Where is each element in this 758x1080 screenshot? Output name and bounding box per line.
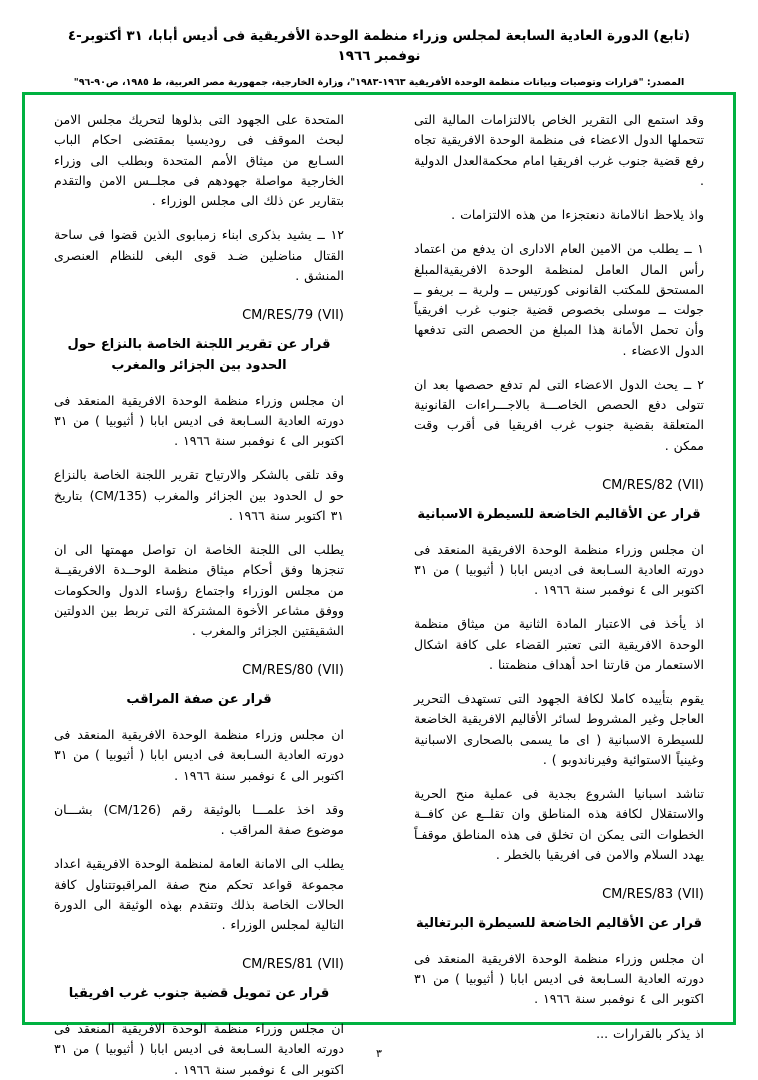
body-paragraph: ان مجلس وزراء منظمة الوحدة الافريقية المنعقد فى دورته العادية السـابعة فى اديس ابابا ( أثيوبيا ) من ٣١ اكتوبر الى ٤ نوفمبر سنة ١٩٦٦ .	[414, 541, 704, 598]
body-paragraph: يطلب الى الامانة العامة لمنظمة الوحدة الافريقية اعداد مجموعة قواعد تحكم منح صفة المراقبوتتناول كافة الحالات الخاصة بذلك وتتقدم بهذه الوثيقة الى الدورة التالية لمجلس الوزراء .	[54, 856, 344, 933]
resolution-title: قرار عن الأقاليم الخاضعة للسيطرة الاسبانية	[417, 506, 701, 522]
body-paragraph: يقوم بتأييده كاملا لكافة الجهود التى تستهدف التحرير العاجل وغير المشروط لسائر الأقاليم الافريقية الخاضعة للسيطرة الاسبانية ( اى ما يسمى بالصحارى الاسبانية وغينياً الاستوائية وفيرناندوبو ) .	[414, 691, 704, 767]
body-paragraph: ٢ ــ يحث الدول الاعضاء التى لم تدفع حصصها بعد ان تتولى دفع الحصص الخاصـــة بالاجـــراءات القانونية المتعلقة بقضية جنوب غرب افريقيا فى أقرب وقت ممكن .	[414, 376, 704, 453]
body-paragraph: وقد تلقى بالشكر والارتياح تقرير اللجنة الخاصة بالنزاع حو ل الحدود بين الجزائر والمغرب (CM/135) بتاريخ ٣١ اكتوبر سنة ١٩٦٦ .	[54, 467, 344, 523]
page-header	[0, 0, 758, 89]
body-paragraph: المتحدة على الجهود التى بذلوها لتحريك مجلس الامن لبحث الموقف فى روديسيا بمقتضى احكام الباب السـابع من ميثاق الأمم المتحدة وبطلب الى وزراء الخارجية مواصلة جهودهم فى مجلــس الامن والتقدم بتقارير عن ذلك الى مجلس الوزراء .	[54, 112, 344, 208]
resolution-title: قرار عن تقرير اللجنة الخاصة بالنزاع حول الحدود بين الجزائر والمغرب	[67, 337, 331, 373]
header-source: المصدر: "قرارات وتوصيات وبيانات منظمة الوحدة الأفريقية ١٩٦٣-١٩٨٣"، وزارة الخارجية، جمهورية مصر العربية، ط ١٩٨٥، ص٩٠-٩٦"	[73, 76, 685, 88]
resolution-title: قرار عن الأقاليم الخاضعة للسيطرة البرتغالية	[415, 916, 703, 932]
resolution-code: CM/RES/79 (VII)	[242, 308, 344, 323]
resolution-title: قرار عن تمويل قضية جنوب غرب افريقيا	[68, 986, 330, 1002]
body-paragraph: اذ يذكر بالقرارات ...	[596, 1025, 704, 1041]
body-paragraph: وقد استمع الى التقرير الخاص بالالتزامات المالية التى تتحملها الدول الاعضاء فى منظمة الوحدة الافريقية تجاه رفع قضية جنوب غرب افريقيا امام محكمةالعدل الدولية .	[414, 112, 704, 188]
body-paragraph: ان مجلس وزراء منظمة الوحدة الافريقية المنعقد فى دورته العادية السـابعة فى اديس ابابا ( أثيوبيا ) من ٣١ اكتوبر الى ٤ نوفمبر سنة ١٩٦٦ .	[54, 727, 344, 783]
resolution-code: CM/RES/83 (VII)	[602, 887, 704, 903]
resolution-code: CM/RES/82 (VII)	[602, 477, 704, 493]
body-paragraph: اذ يأخذ فى الاعتبار المادة الثانية من ميثاق منظمة الوحدة الافريقية التى تعتبر القضاء على كافة اشكال الاستعمار من قارتنا احد أهداف منظمتنا .	[414, 616, 704, 672]
body-paragraph: ان مجلس وزراء منظمة الوحدة الافريقية المنعقد فى دورته العادية السـابعة فى اديس ابابا ( أثيوبيا ) من ٣١ اكتوبر الى ٤ نوفمبر سنة ١٩٦٦ .	[414, 950, 704, 1007]
body-paragraph: ان مجلس وزراء منظمة الوحدة الافريقية المنعقد فى دورته العادية السـابعة فى اديس ابابا ( أثيوبيا ) من ٣١ اكتوبر الى ٤ نوفمبر سنة ١٩٦٦ .	[54, 1021, 344, 1077]
body-paragraph: يطلب الى اللجنة الخاصة ان تواصل مهمتها الى ان تنجزها وفق أحكام ميثاق منظمة الوحــدة الافريقيــة من مجلس الوزراء واجتماع رؤساء الدول والحكومات ووفق مشاعر الأخوة المشتركة التى تربط بين الدولتين الشقيقتين الجزائر والمغرب .	[54, 542, 344, 639]
body-paragraph: ١٢ ــ يشيد بذكرى ابناء زمبابوى الذين قضوا فى ساحة القتال مناضلين ضـد قوى البغى للنظام العنصرى المنشق .	[54, 227, 344, 283]
column-right	[392, 102, 726, 1041]
page-number: ٣	[376, 1047, 382, 1060]
two-column-body	[32, 102, 726, 1077]
resolution-code: CM/RES/81 (VII)	[242, 957, 344, 973]
body-paragraph: تناشد اسبانيا الشروع بجدية فى عملية منح الحرية والاستقلال لكافة هذه المناطق وان تقلــع عن كافــة الخطوات التى يمكن ان تخلق فى هذه المناطق موقفـاً يهدد السلام والامن فى افريقيا بالخطر .	[414, 786, 704, 862]
resolution-title: قرار عن صفة المراقب	[126, 692, 272, 708]
body-paragraph: ١ ــ يطلب من الامين العام الادارى ان يدفع من اعتماد رأس المال العامل لمنظمة الوحدة الافريقيةالمبلغ المستحق للمكتب القانونى كورتيس ــ ولرية ــ بريفو ــ جولت ــ موسلى بخصوص قضية جنوب غرب افريقياً وأن تحمل الأمانة هذا المبلغ من الحصص التى تدفعها الدول الاعضاء .	[414, 241, 704, 358]
header-title: (تابع) الدورة العادية السابعة لمجلس وزراء منظمة الوحدة الأفريقية فى أديس أبابا، ٣١ أكتوبر-٤ نوفمبر ١٩٦٦	[67, 28, 691, 65]
body-paragraph: ان مجلس وزراء منظمة الوحدة الافريقية المنعقد فى دورته العادية السـابعة فى اديس ابابا ( أثيوبيا ) من ٣١ اكتوبر الى ٤ نوفمبر سنة ١٩٦٦ .	[54, 392, 344, 449]
column-left	[32, 102, 366, 1077]
body-paragraph: واذ يلاحظ انالامانة دنعتجزءا من هذه الالتزامات .	[451, 207, 704, 222]
resolution-code: CM/RES/80 (VII)	[242, 663, 344, 679]
body-paragraph: وقد اخذ علمـــا بالوثيقة رقم (CM/126) بشـــان موضوع صفة المراقب .	[54, 801, 344, 838]
page-footer	[0, 1047, 758, 1060]
